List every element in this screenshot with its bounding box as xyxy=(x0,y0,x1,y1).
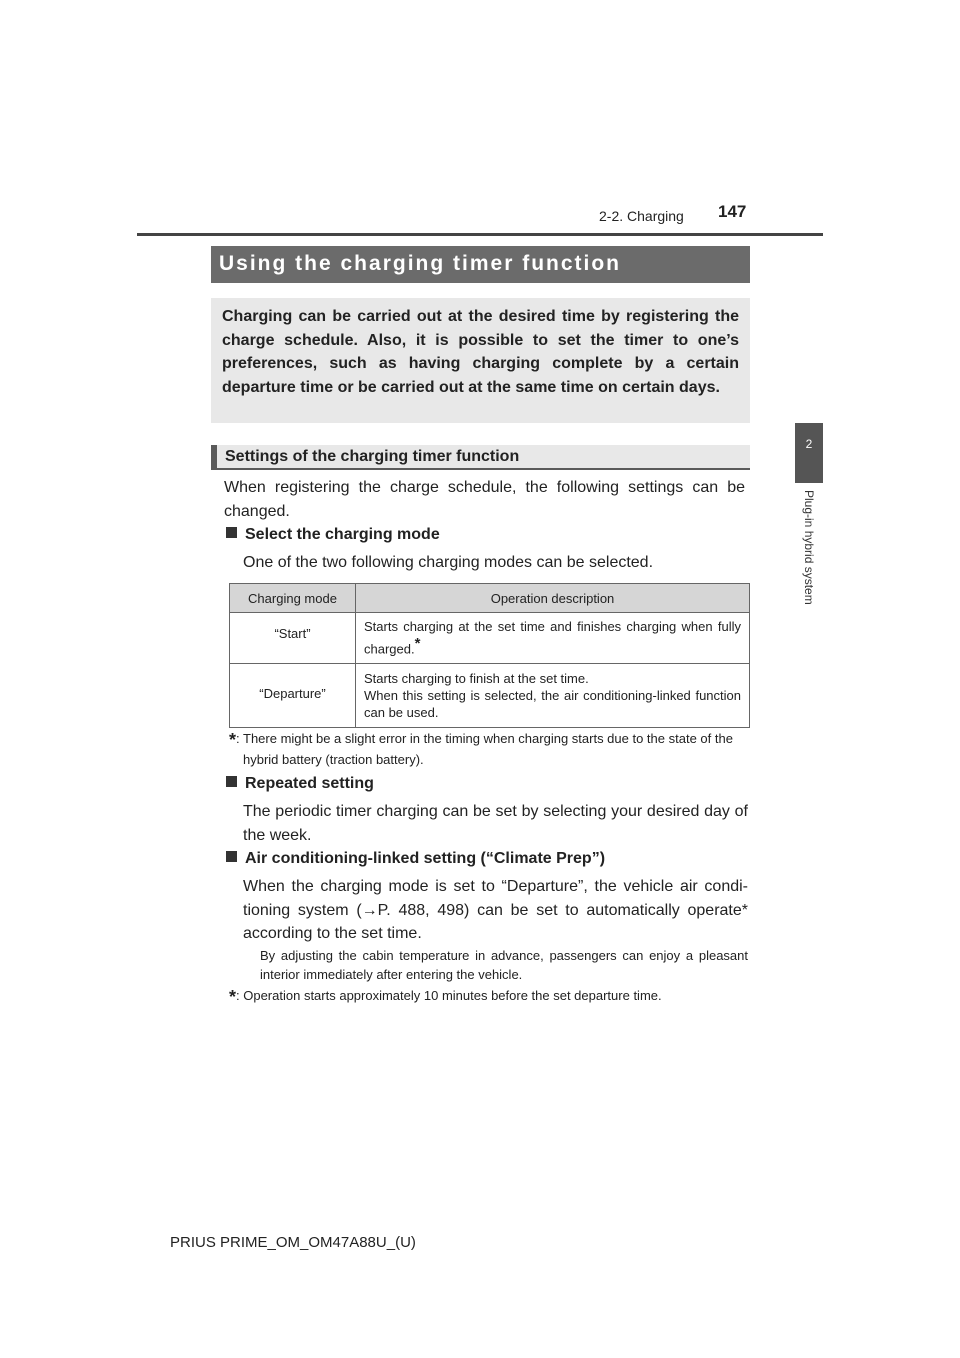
bullet-square-icon xyxy=(226,851,237,862)
table-cell-description xyxy=(356,613,750,664)
footnote-asterisk: * xyxy=(229,730,237,750)
chapter-side-label-text: Plug-in hybrid system xyxy=(802,490,816,605)
charging-mode-footnote xyxy=(229,729,750,769)
bullet-square-icon xyxy=(226,527,237,538)
table-header-row xyxy=(230,584,750,613)
charging-mode-table xyxy=(229,583,750,728)
table-cell-mode: “Start” xyxy=(230,613,356,664)
repeated-heading xyxy=(226,775,374,793)
table-header-description: Operation description xyxy=(356,584,750,613)
repeated-text: The periodic timer charging can be set by selecting your desired day of the week. xyxy=(243,803,748,844)
climate-note: By adjusting the cabin temperature in advance, passengers can enjoy a pleasant interior immediately after entering the vehicle. xyxy=(260,948,748,982)
intro-box: Charging can be carried out at the desired time by registering the charge schedule. Also, it is possible to set the timer to one’s preferences, such as having charging complete by a certain departure time or be carried out at the same time on certain days. xyxy=(211,298,750,423)
climate-heading-text: Air conditioning-linked setting (“Climate Prep”) xyxy=(245,850,606,867)
table-row xyxy=(230,664,750,728)
climate-heading xyxy=(226,850,605,868)
charging-mode-footnote-text: : There might be a slight error in the timing when charging starts due to the state of the hybrid battery (traction battery). xyxy=(236,731,733,767)
section-title: Using the charging timer function xyxy=(211,246,750,283)
settings-heading: Settings of the charging timer function xyxy=(211,445,750,470)
header-section: 2-2. Charging xyxy=(599,208,684,224)
settings-intro: When registering the charge schedule, the following settings can be changed. xyxy=(224,479,745,520)
document-footer: PRIUS PRIME_OM_OM47A88U_(U) xyxy=(170,1234,416,1251)
climate-footnote-text: : Operation starts approximately 10 minutes before the set departure time. xyxy=(236,988,662,1003)
table-row xyxy=(230,613,750,664)
charging-mode-text: One of the two following charging modes can be selected. xyxy=(243,554,654,571)
repeated-heading-text: Repeated setting xyxy=(245,775,374,792)
table-cell-description-line: When this setting is selected, the air conditioning-linked function can be used. xyxy=(364,688,741,721)
table-cell-description-line: Starts charging to finish at the set time. xyxy=(364,671,589,687)
footnote-marker: * xyxy=(414,635,421,652)
charging-mode-heading xyxy=(226,526,440,544)
charging-mode-heading-text: Select the charging mode xyxy=(245,526,440,543)
table-cell-description xyxy=(356,664,750,728)
climate-text: When the charging mode is set to “Departure”, the vehicle air condi-tioning system (→P. 488, 498) can be set to automatically operate* according to the set time. xyxy=(243,878,748,942)
header-rule xyxy=(137,233,823,236)
chapter-tab: 2 xyxy=(795,423,823,483)
table-cell-mode: “Departure” xyxy=(230,664,356,728)
footnote-asterisk: * xyxy=(229,987,237,1007)
table-header-mode: Charging mode xyxy=(230,584,356,613)
page-number: 147 xyxy=(718,202,747,221)
table-cell-description-text: Starts charging at the set time and finishes charging when fully charged. xyxy=(364,619,741,657)
bullet-square-icon xyxy=(226,776,237,787)
chapter-side-label xyxy=(802,490,816,640)
climate-footnote xyxy=(229,986,750,1007)
